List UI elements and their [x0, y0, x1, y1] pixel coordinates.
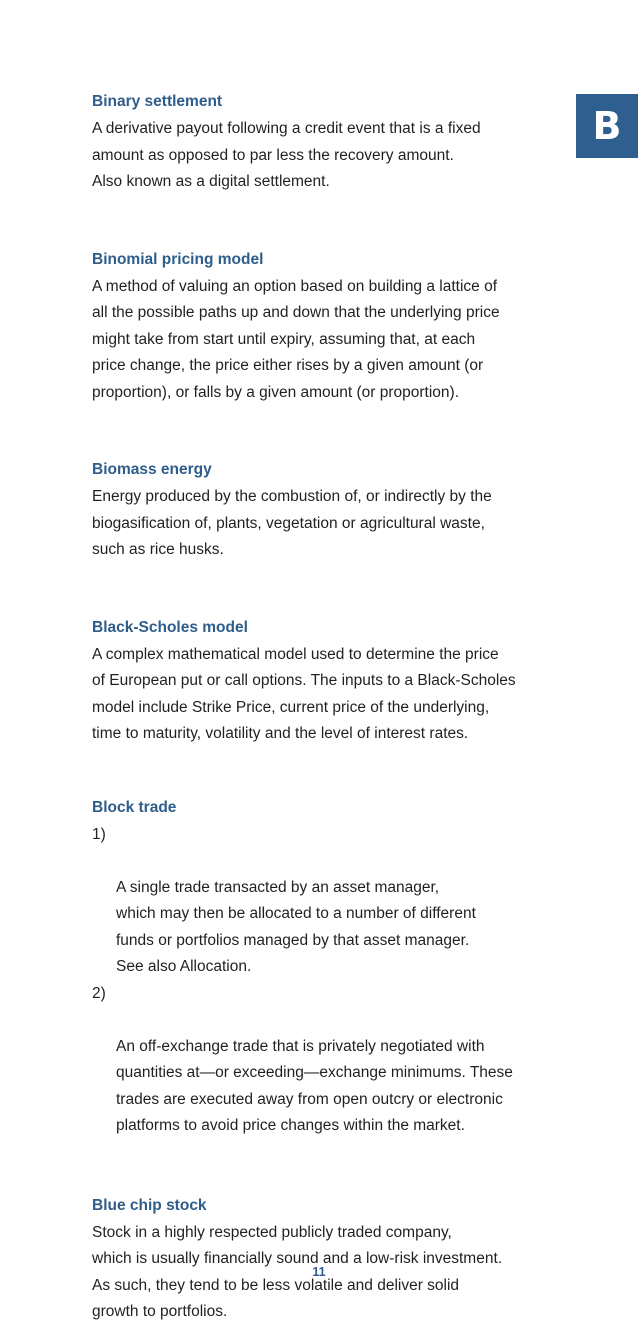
glossary-entry-block-trade — [92, 798, 572, 1140]
entry-spacer — [92, 196, 572, 250]
entry-spacer — [92, 406, 572, 460]
entry-definition: A derivative payout following a credit event that is a fixed amount as opposed to par less the recovery amount. Also known as a digital settlement. — [92, 120, 481, 190]
list-item-number: 2) — [92, 984, 106, 1002]
list-item-text: A single trade transacted by an asset manager, which may then be allocated to a number of different funds or portfolios managed by that asset manager. See also Allocation. — [116, 878, 476, 975]
entry-definition: A method of valuing an option based on building a lattice of all the possible paths up and down that the underlying price might take from start until expiry, assuming that, at each price change, the price either rises by a given amount (or proportion), or falls by a given amount (or proportion). — [92, 277, 500, 401]
glossary-entry-binomial-pricing-model — [92, 250, 572, 407]
list-item — [92, 981, 572, 1140]
glossary-entry-black-scholes-model — [92, 618, 572, 748]
entry-term: Binomial pricing model — [92, 250, 264, 268]
list-item-number: 1) — [92, 825, 106, 843]
entry-spacer — [92, 1140, 572, 1196]
glossary-entry-biomass-energy — [92, 460, 572, 564]
entry-term: Biomass energy — [92, 461, 212, 478]
entry-term: Black-Scholes model — [92, 618, 248, 636]
entry-term: Blue chip stock — [92, 1196, 207, 1214]
glossary-entry-blue-chip-stock — [92, 1196, 572, 1326]
glossary-entry-binary-settlement — [92, 92, 572, 196]
entry-numbered-list — [92, 822, 572, 1140]
section-letter-tab: B — [576, 94, 638, 158]
entry-spacer — [92, 748, 572, 798]
glossary-content — [92, 92, 572, 1326]
list-item-text: An off-exchange trade that is privately negotiated with quantities at—or exceeding—exchange minimums. These trades are executed away from open outcry or electronic platforms to avoid price changes within the market. — [116, 1037, 513, 1134]
entry-definition: Energy produced by the combustion of, or indirectly by the biogasification of, plants, vegetation or agricultural waste, such as rice husks. — [92, 488, 492, 558]
entry-spacer — [92, 564, 572, 618]
entry-term: Block trade — [92, 798, 177, 816]
page-number: 11 — [312, 1265, 326, 1279]
list-item — [92, 822, 572, 981]
entry-definition: A complex mathematical model used to determine the price of European put or call options. The inputs to a Black-Scholes model include Strike Price, current price of the underlying, time to maturity, volatility and the level of interest rates. — [92, 645, 516, 742]
entry-definition: Stock in a highly respected publicly traded company, which is usually financially sound and a low-risk investment. As such, they tend to be less volatile and deliver solid growth to portfolios. — [92, 1223, 503, 1320]
entry-term: Binary settlement — [92, 93, 223, 110]
